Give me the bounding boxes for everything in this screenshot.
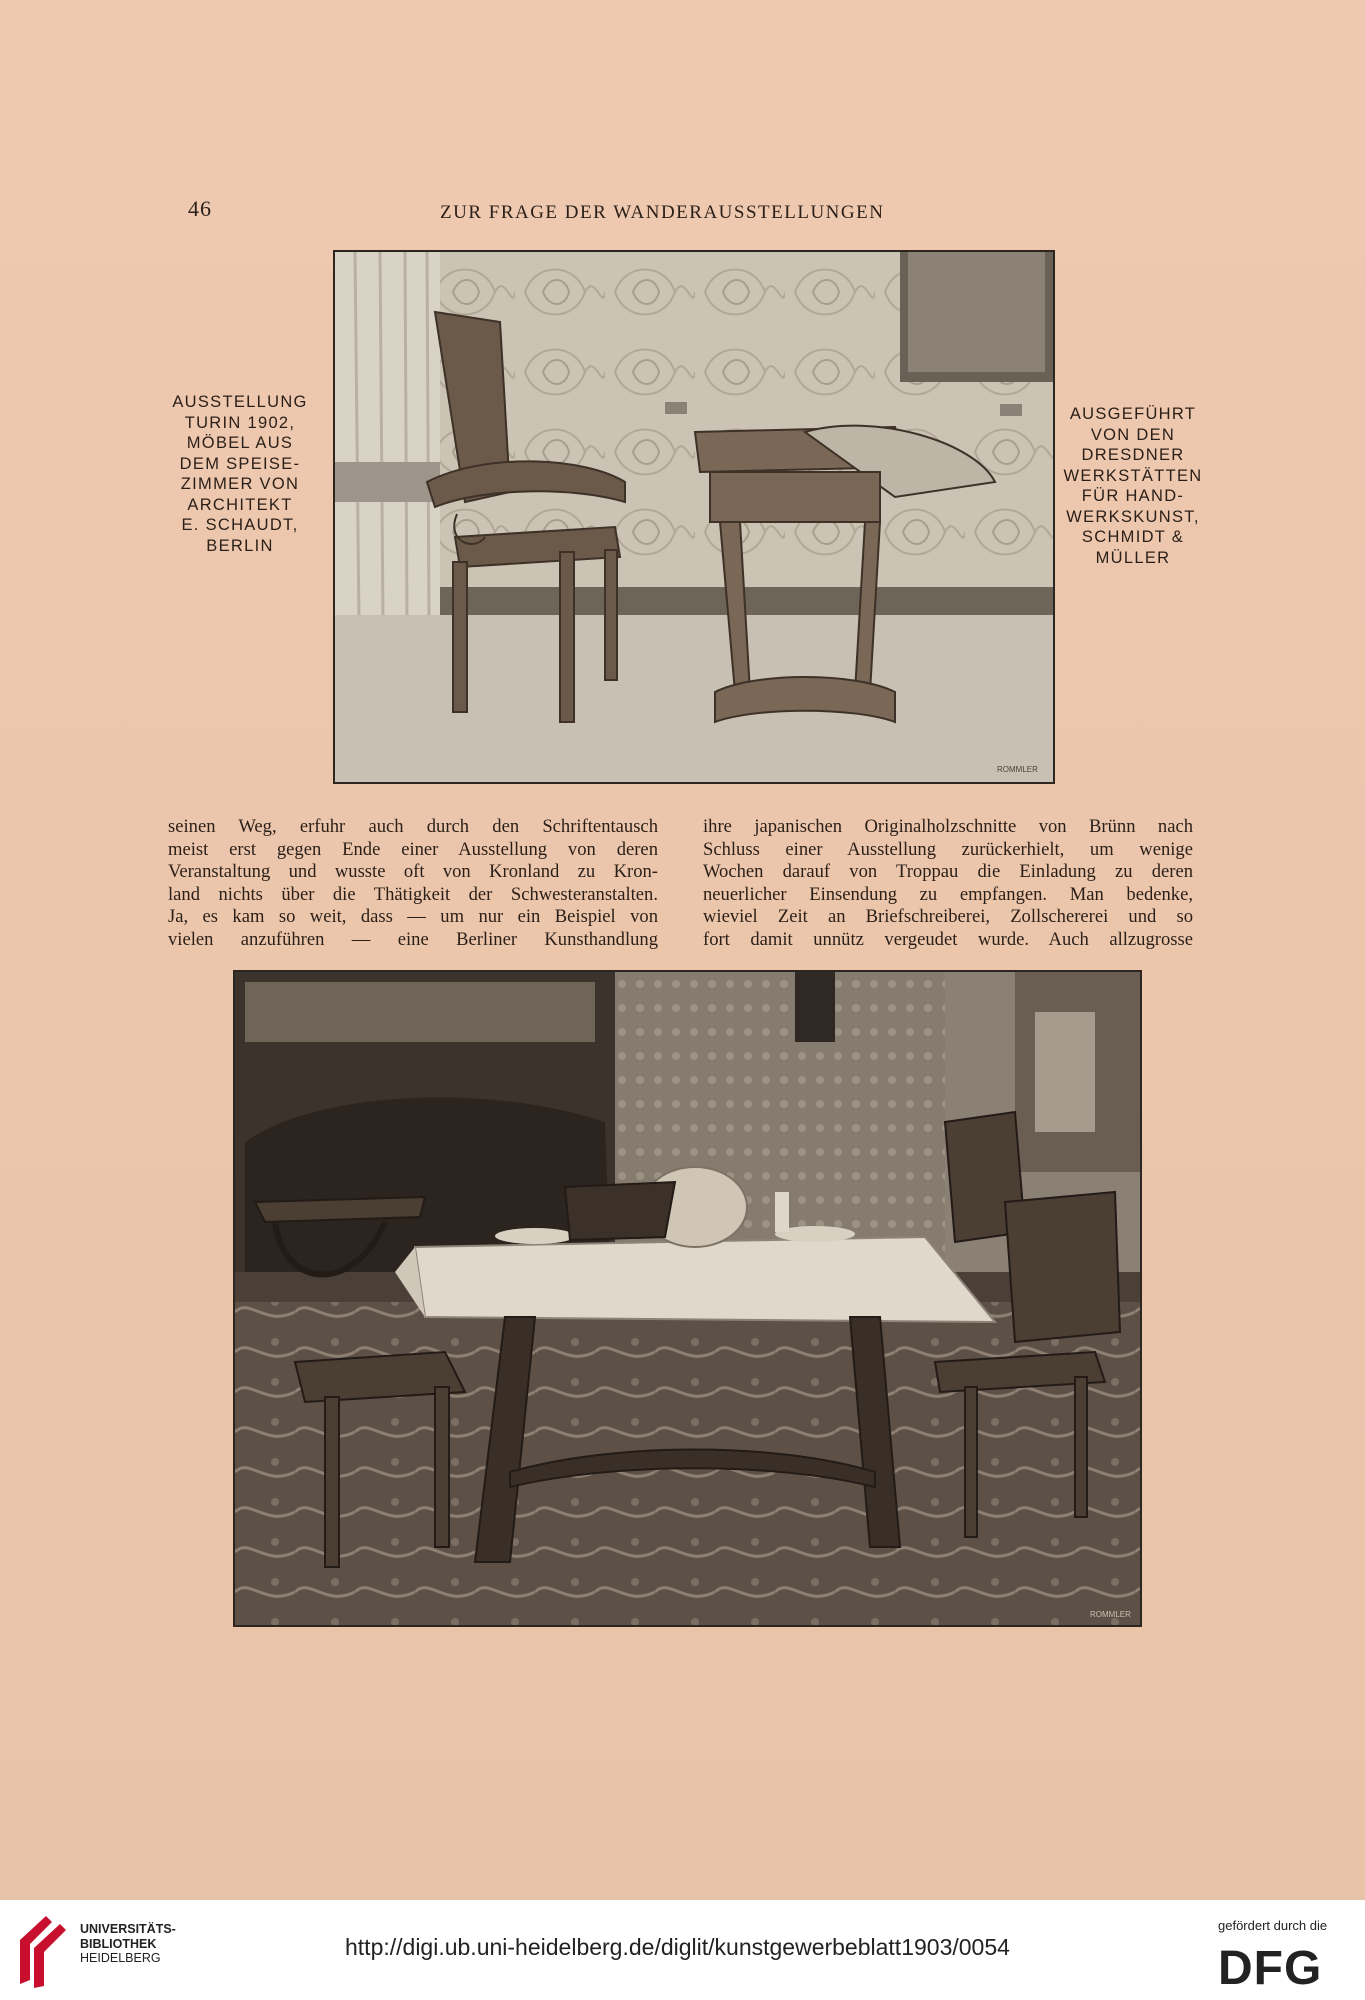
caption-left-line: BERLIN [206, 536, 274, 555]
caption-left-line: DEM SPEISE- [179, 454, 301, 473]
photo-dining-room-image [235, 972, 1140, 1625]
caption-right-line: VON DEN [1090, 425, 1176, 444]
caption-right-line: WERKSTÄTTEN [1063, 466, 1203, 485]
text-line: fort damit unnütz vergeudet wurde. Auch allzugrosse [703, 928, 1193, 950]
text-line: neuerlicher Einsendung zu empfangen. Man bedenke, [703, 883, 1193, 905]
caption-right-line: SCHMIDT & [1081, 528, 1185, 546]
text-line: Ja, es kam so weit, dass — um nur ein Beispiel von [168, 906, 658, 928]
digital-copy-url[interactable]: http://digi.ub.uni-heidelberg.de/diglit/kunstgewerbeblatt1903/0054 [345, 1934, 1010, 1960]
caption-left-line: TURIN 1902, [184, 413, 296, 432]
text-column-right [703, 816, 1193, 952]
caption-right-line: MÜLLER [1095, 548, 1171, 567]
university-library-name [80, 1922, 176, 1966]
caption-right-line: FÜR HAND- [1081, 487, 1185, 505]
text-line: land nichts über die Thätigkeit der Schwesteranstalten. [168, 883, 658, 905]
text-line: Schluss einer Ausstellung zurückerhielt, um wenige [703, 838, 1193, 860]
text-line: Wochen darauf von Troppau die Einladung zu deren [703, 861, 1193, 883]
caption-left-line: AUSSTELLUNG [172, 393, 308, 411]
library-name-line: BIBLIOTHEK [80, 1936, 157, 1951]
library-name-line: HEIDELBERG [80, 1951, 161, 1965]
caption-right-line: DRESDNER [1081, 446, 1185, 464]
text-line: ihre japanischen Originalholzschnitte von Brünn nach [703, 816, 1193, 837]
caption-left [160, 392, 320, 556]
svg-text:ROMMLER: ROMMLER [1090, 1610, 1131, 1619]
library-name-line: UNIVERSITÄTS- [80, 1922, 176, 1936]
caption-left-line: MÖBEL AUS [186, 434, 294, 452]
caption-left-line: ZIMMER VON [180, 475, 300, 493]
caption-right-line: WERKSKUNST, [1066, 507, 1200, 526]
funder-note: gefördert durch die [1218, 1918, 1328, 1933]
dfg-logo-icon [1218, 1940, 1346, 1990]
caption-right [1038, 404, 1228, 568]
text-line: meist erst gegen Ende einer Ausstellung von deren [168, 838, 658, 860]
university-library-logo-icon [12, 1910, 70, 1990]
text-line: vielen anzuführen — eine Berliner Kunsthandlung [168, 928, 658, 950]
text-column-left [168, 816, 658, 952]
photo-chair-and-table [333, 250, 1055, 784]
caption-left-line: ARCHITEKT [187, 495, 293, 514]
photo-chair-and-table-image [335, 252, 1053, 782]
svg-text:ROMMLER: ROMMLER [997, 765, 1038, 774]
footer-bar [0, 1900, 1365, 2000]
caption-left-line: E. SCHAUDT, [181, 516, 299, 534]
text-line: Veranstaltung und wusste oft von Kronland zu Kron- [168, 861, 658, 883]
running-head: ZUR FRAGE DER WANDERAUSSTELLUNGEN [440, 202, 885, 223]
text-line: seinen Weg, erfuhr auch durch den Schriftentausch [168, 816, 658, 837]
dfg-logo-text: DFG [1218, 1942, 1323, 1990]
caption-right-line: AUSGEFÜHRT [1069, 405, 1197, 423]
photo-dining-room [233, 970, 1142, 1627]
text-line: wieviel Zeit an Briefschreiberei, Zollschererei und so [703, 906, 1193, 928]
page-number: 46 [188, 196, 212, 221]
